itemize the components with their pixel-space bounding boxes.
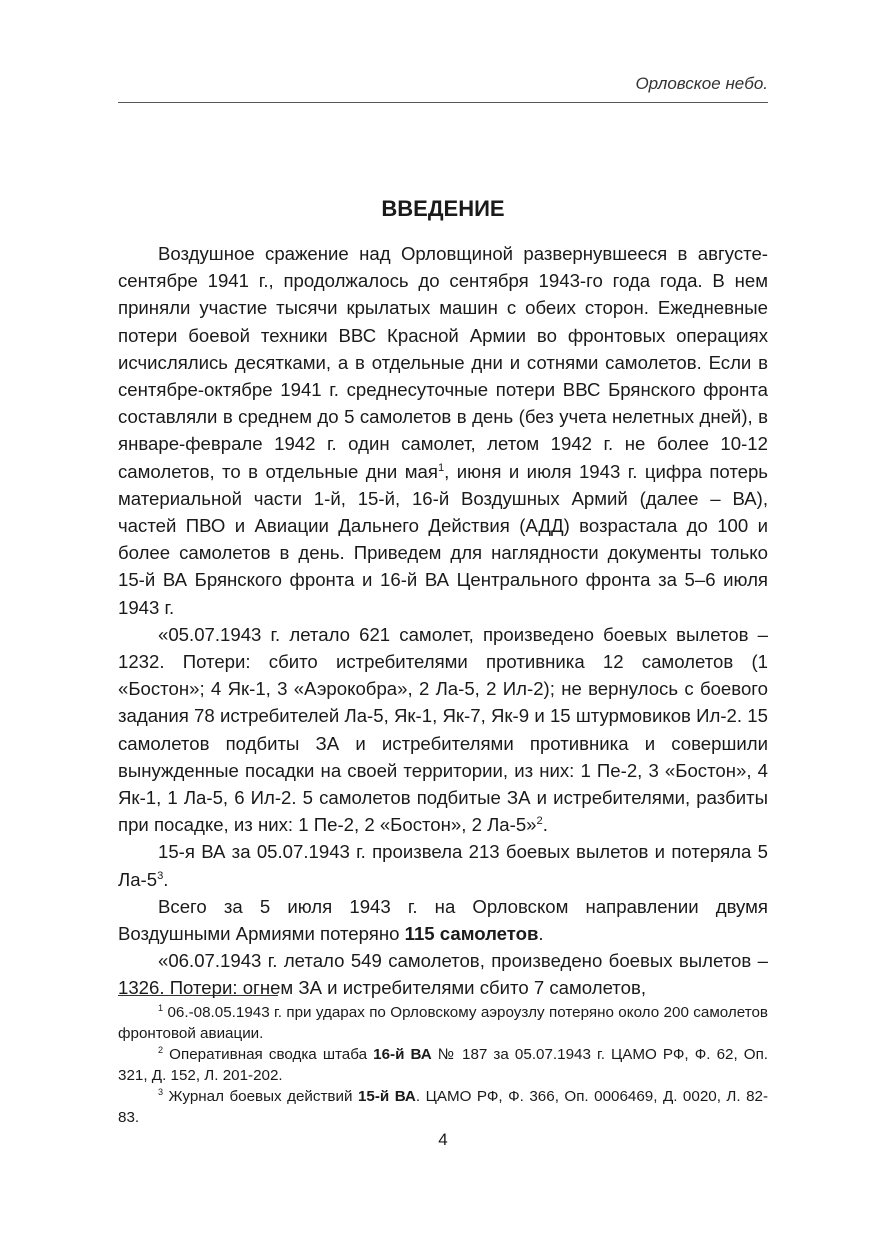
footnotes [118,1002,768,1128]
page-number: 4 [438,1130,448,1149]
bold-total: 115 самолетов [404,923,539,945]
footnote-rule [118,995,278,996]
paragraph-2: «05.07.1943 г. летало 621 самолет, произведено боевых вылетов – 1232. Потери: сбито истребителями противника 12 самолетов (1 «Бостон»; 4 Як-1, 3 «Аэрокобра», 2 Ла-5, 2 Ил-2); не вернулось с боевого задания 78 истребителей Ла-5, Як-1, Як-7, Як-9 и 15 штурмовиков Ил-2. 15 самолетов подбиты ЗА и истребителями противника и совершили вынужденные посадки на своей территории, из них: 1 Пе-2, 3 «Бостон», 4 Як-1, 1 Ла-5, 6 Ил-2. 5 самолетов подбитые ЗА и истребителями, разбиты при посадке, из них: 1 Пе-2, 2 «Бостон», 2 Ла-5»$^2$. [118,623,768,836]
header-rule [118,102,768,103]
footnote-ref-1: 1 [437,461,445,474]
footnote-ref-2: 2 [536,815,543,828]
footnote-1: $^1$ 06.-08.05.1943 г. при ударах по Орловскому аэроузлу потеряно около 200 самолетов фронтовой авиации. [118,1002,768,1042]
footnote-ref-3: 3 [157,869,164,882]
footnote-3: $^3$ Журнал боевых действий 15-й ВА. ЦАМО РФ, Ф. 366, Оп. 0006469, Д. 0020, Л. 82-83. [118,1086,769,1126]
chapter-title: ВВЕДЕНИЕ [381,196,505,221]
paragraph-4: Всего за 5 июля 1943 г. на Орловском направлении двумя Воздушными Армиями потеряно 115 самолетов. [118,895,768,945]
running-title: Орловское небо. [635,74,768,93]
paragraph-3: 15-я ВА за 05.07.1943 г. произвела 213 боевых вылетов и потеряла 5 $Ла-5^3$. [118,841,768,890]
footnote-2: $^2$ Оперативная сводка штаба 16-й ВА № 187 за 05.07.1943 г. ЦАМО РФ, Ф. 62, Оп. 321, Д. 152, Л. 201-202. [118,1044,769,1084]
paragraph-1: Воздушное сражение над Орловщиной развернувшееся в августе-сентябре 1941 г., продолжалось до сентября 1943-го года года. В нем приняли участие тысячи крылатых машин с обеих сторон. Ежедневные потери боевой техники ВВС Красной Армии во фронтовых операциях исчислялись десятками, а в отдельные дни и сотнями самолетов. Если в сентябре-октябре 1941 г. среднесуточные потери ВВС Брянского фронта составляли в среднем до 5 самолетов в день (без учета нелетных дней), в январе-феврале 1942 г. один самолет, летом 1942 г. не более 10-12 самолетов, то в отдельные дни мая$^1$, июня и июля 1943 г. цифра потерь материальной части 1-й, 15-й, 16-й Воздушных Армий (далее – ВА), частей ПВО и Авиации Дальнего Действия (АДД) возрастала до 100 и более самолетов в день. Приведем для наглядности документы только 15-й ВА Брянского фронта и 16-й ВА Центрального фронта за 5–6 июля 1943 г. [118,243,768,618]
body-text [118,240,768,1002]
paragraph-5: «06.07.1943 г. летало 549 самолетов, произведено боевых вылетов – 1326. Потери: огнем ЗА и истребителями сбито 7 самолетов, [118,950,768,999]
